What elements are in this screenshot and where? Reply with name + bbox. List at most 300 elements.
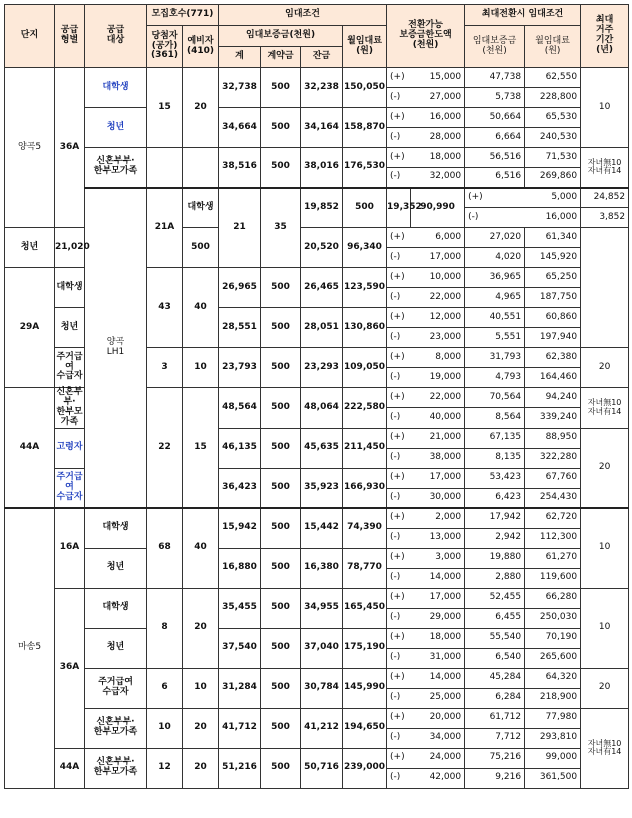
cell-convertible-limit: 21,000 — [411, 428, 465, 448]
cell-max-deposit: 5,551 — [465, 328, 525, 348]
cell-max-deposit: 61,712 — [465, 708, 525, 728]
cell-contract: 500 — [261, 508, 301, 548]
cell-max-stay: 자녀無10 자녀有14 — [581, 388, 629, 429]
cell-supply-type: 36A — [55, 68, 85, 228]
cell-max-rent: 99,000 — [525, 748, 581, 768]
cell-deposit-total: 26,965 — [219, 268, 261, 308]
cell-max-rent: 67,760 — [525, 468, 581, 488]
cell-convertible-limit: 13,000 — [411, 528, 465, 548]
cell-sign: (+) — [387, 508, 411, 528]
cell-monthly-rent: 175,190 — [343, 628, 387, 668]
cell-deposit-total: 28,551 — [219, 308, 261, 348]
cell-max-stay: 10 — [581, 588, 629, 668]
cell-balance: 32,238 — [301, 68, 343, 108]
cell-max-deposit: 7,712 — [465, 728, 525, 748]
cell-sign: (+) — [387, 268, 411, 288]
cell-monthly-rent: 109,050 — [343, 348, 387, 388]
cell-max-deposit: 4,793 — [465, 368, 525, 388]
cell-reserve: 20 — [183, 708, 219, 748]
cell-max-rent: 60,860 — [525, 308, 581, 328]
cell-max-deposit: 8,564 — [465, 408, 525, 428]
cell-max-deposit: 45,284 — [465, 668, 525, 688]
cell-monthly-rent: 239,000 — [343, 748, 387, 788]
cell-convertible-limit: 22,000 — [411, 288, 465, 308]
cell-max-deposit: 4,020 — [465, 248, 525, 268]
cell-convertible-limit: 3,000 — [411, 548, 465, 568]
cell-max-deposit: 67,135 — [465, 428, 525, 448]
cell-contract: 500 — [261, 748, 301, 788]
cell-max-stay: 20 — [581, 428, 629, 508]
cell-supply-target: 청년 — [55, 308, 85, 348]
cell-deposit-total: 19,852 — [301, 188, 343, 228]
cell-supply-type: 16A — [55, 508, 85, 588]
cell-convertible-limit: 17,000 — [411, 588, 465, 608]
cell-reserve: 15 — [183, 388, 219, 509]
cell-convertible-limit: 31,000 — [411, 648, 465, 668]
cell-supply-target: 신혼부부· 한부모가족 — [85, 748, 147, 788]
cell-supply-target: 주거급여 수급자 — [85, 668, 147, 708]
cell-complex: 양곡5 — [5, 68, 55, 228]
cell-convertible-limit: 29,000 — [411, 608, 465, 628]
cell-monthly-rent: 150,050 — [343, 68, 387, 108]
cell-max-deposit: 5,738 — [465, 88, 525, 108]
cell-reserve: 20 — [183, 588, 219, 668]
cell-balance: 19,352 — [387, 188, 411, 228]
cell-max-deposit: 52,455 — [465, 588, 525, 608]
cell-sign: (-) — [387, 608, 411, 628]
cell-max-stay: 10 — [581, 508, 629, 588]
cell-convertible-limit: 14,000 — [411, 668, 465, 688]
cell-sign: (+) — [387, 308, 411, 328]
cell-sign: (-) — [387, 728, 411, 748]
cell-max-deposit: 31,793 — [465, 348, 525, 368]
cell-contract: 500 — [261, 308, 301, 348]
cell-monthly-rent: 165,450 — [343, 588, 387, 628]
cell-max-deposit: 2,942 — [465, 528, 525, 548]
cell-monthly-rent: 222,580 — [343, 388, 387, 429]
cell-convertible-limit: 42,000 — [411, 768, 465, 788]
cell-balance: 26,465 — [301, 268, 343, 308]
cell-convertible-limit: 23,000 — [411, 328, 465, 348]
cell-sign: (+) — [387, 628, 411, 648]
cell-supply-target: 청년 — [85, 628, 147, 668]
cell-supply-type: 36A — [55, 588, 85, 748]
cell-supply-target: 청년 — [85, 108, 147, 148]
cell-balance: 48,064 — [301, 388, 343, 429]
cell-convertible-limit: 24,000 — [411, 748, 465, 768]
cell-sign: (+) — [387, 68, 411, 88]
header-winners: 당첨자 (공가) (361) — [147, 26, 183, 68]
cell-max-deposit: 55,540 — [465, 628, 525, 648]
cell-balance: 30,784 — [301, 668, 343, 708]
cell-convertible-limit: 32,000 — [411, 168, 465, 188]
cell-max-deposit: 75,216 — [465, 748, 525, 768]
cell-max-rent: 61,270 — [525, 548, 581, 568]
cell-winners: 8 — [147, 588, 183, 668]
cell-balance: 23,293 — [301, 348, 343, 388]
cell-monthly-rent: 176,530 — [343, 148, 387, 188]
cell-convertible-limit: 18,000 — [411, 148, 465, 168]
cell-contract: 500 — [261, 68, 301, 108]
cell-max-deposit: 47,738 — [465, 68, 525, 88]
cell-balance: 50,716 — [301, 748, 343, 788]
table-row — [5, 668, 629, 688]
cell-reserve: 20 — [183, 748, 219, 788]
cell-convertible-limit: 34,000 — [411, 728, 465, 748]
cell-max-rent: 145,920 — [525, 248, 581, 268]
cell-sign: (-) — [387, 688, 411, 708]
cell-reserve: 35 — [261, 188, 301, 268]
cell-sign: (-) — [465, 208, 525, 228]
cell-monthly-rent: 130,860 — [343, 308, 387, 348]
cell-max-rent: 66,280 — [525, 588, 581, 608]
cell-max-deposit: 3,852 — [581, 208, 629, 228]
cell-max-rent: 61,340 — [525, 228, 581, 248]
cell-max-rent: 197,940 — [525, 328, 581, 348]
cell-balance: 45,635 — [301, 428, 343, 468]
cell-supply-target: 대학생 — [85, 588, 147, 628]
cell-complex: 양곡 LH1 — [85, 188, 147, 509]
cell-monthly-rent: 74,390 — [343, 508, 387, 548]
cell-balance: 35,923 — [301, 468, 343, 508]
header-monthly-rent: 월임대료 (원) — [343, 26, 387, 68]
cell-deposit-total: 51,216 — [219, 748, 261, 788]
cell-convertible-limit: 20,000 — [411, 708, 465, 728]
header-reserve: 예비자 (410) — [183, 26, 219, 68]
cell-max-rent: 94,240 — [525, 388, 581, 408]
cell-convertible-limit: 19,000 — [411, 368, 465, 388]
cell-sign: (-) — [387, 768, 411, 788]
cell-winners: 12 — [147, 748, 183, 788]
cell-max-deposit: 2,880 — [465, 568, 525, 588]
cell-supply-target: 주거급여 수급자 — [55, 348, 85, 388]
cell-supply-target: 신혼부부· 한부모가족 — [85, 708, 147, 748]
cell-contract: 500 — [261, 628, 301, 668]
cell-monthly-rent: 90,990 — [411, 188, 465, 228]
cell-max-stay: 10 — [581, 68, 629, 148]
cell-convertible-limit: 5,000 — [525, 188, 581, 208]
cell-convertible-limit: 30,000 — [411, 488, 465, 508]
cell-balance: 15,442 — [301, 508, 343, 548]
header-supply-type: 공급 형별 — [55, 5, 85, 68]
table-row — [5, 148, 629, 168]
cell-supply-target: 대학생 — [55, 268, 85, 308]
cell-sign: (-) — [387, 488, 411, 508]
header-complex: 단지 — [5, 5, 55, 68]
cell-contract: 500 — [261, 108, 301, 148]
cell-max-stay: 자녀無10 자녀有14 — [581, 708, 629, 788]
cell-supply-target: 청년 — [85, 548, 147, 588]
cell-sign: (+) — [387, 348, 411, 368]
cell-deposit-total: 31,284 — [219, 668, 261, 708]
cell-max-deposit: 24,852 — [581, 188, 629, 208]
cell-winners: 10 — [147, 708, 183, 748]
cell-sign: (-) — [387, 408, 411, 428]
cell-contract: 500 — [261, 588, 301, 628]
cell-winners: 22 — [147, 388, 183, 509]
table-row — [5, 708, 629, 728]
cell-max-rent: 265,600 — [525, 648, 581, 668]
cell-deposit-total: 38,516 — [219, 148, 261, 188]
cell-convertible-limit: 40,000 — [411, 408, 465, 428]
cell-sign: (+) — [387, 228, 411, 248]
table-row — [5, 108, 629, 128]
cell-balance: 38,016 — [301, 148, 343, 188]
cell-sign: (-) — [387, 168, 411, 188]
cell-max-deposit: 56,516 — [465, 148, 525, 168]
cell-convertible-limit: 10,000 — [411, 268, 465, 288]
cell-supply-target: 신혼부부· 한부모가족 — [85, 148, 147, 188]
cell-supply-type: 44A — [55, 748, 85, 788]
cell-max-deposit: 50,664 — [465, 108, 525, 128]
cell-sign: (-) — [387, 448, 411, 468]
cell-contract: 500 — [343, 188, 387, 228]
cell-supply-type: 44A — [5, 388, 55, 509]
cell-complex: 마송5 — [5, 508, 55, 788]
cell-contract: 500 — [261, 668, 301, 708]
cell-monthly-rent: 166,930 — [343, 468, 387, 508]
cell-max-rent: 361,500 — [525, 768, 581, 788]
cell-sign: (+) — [387, 588, 411, 608]
cell-max-rent: 254,430 — [525, 488, 581, 508]
cell-convertible-limit: 28,000 — [411, 128, 465, 148]
cell-max-rent: 64,320 — [525, 668, 581, 688]
header-max-rent: 월임대료 (원) — [525, 26, 581, 68]
cell-max-deposit: 6,284 — [465, 688, 525, 708]
cell-sign: (-) — [387, 288, 411, 308]
cell-max-deposit: 6,540 — [465, 648, 525, 668]
cell-winners: 43 — [147, 268, 183, 348]
header-supply-target: 공급 대상 — [85, 5, 147, 68]
cell-convertible-limit: 27,000 — [411, 88, 465, 108]
cell-balance: 20,520 — [301, 228, 343, 268]
cell-monthly-rent: 145,990 — [343, 668, 387, 708]
cell-max-rent: 339,240 — [525, 408, 581, 428]
table-body — [5, 68, 629, 789]
cell-monthly-rent: 123,590 — [343, 268, 387, 308]
cell-max-deposit: 17,942 — [465, 508, 525, 528]
cell-supply-target: 대학생 — [183, 188, 219, 228]
cell-max-deposit: 70,564 — [465, 388, 525, 408]
cell-balance: 34,164 — [301, 108, 343, 148]
cell-supply-target: 고령자 — [55, 428, 85, 468]
table-row — [5, 548, 629, 568]
header-deposit-total: 계 — [219, 47, 261, 68]
cell-deposit-total: 46,135 — [219, 428, 261, 468]
cell-max-rent: 112,300 — [525, 528, 581, 548]
cell-contract: 500 — [261, 708, 301, 748]
cell-monthly-rent: 158,870 — [343, 108, 387, 148]
cell-supply-type: 29A — [5, 268, 55, 388]
cell-max-deposit: 6,423 — [465, 488, 525, 508]
cell-max-rent: 293,810 — [525, 728, 581, 748]
header-lease-terms: 임대조건 — [219, 5, 387, 26]
cell-monthly-rent: 194,650 — [343, 708, 387, 748]
cell-sign: (+) — [387, 668, 411, 688]
cell-max-rent: 65,250 — [525, 268, 581, 288]
cell-contract: 500 — [183, 228, 219, 268]
table-row — [5, 588, 629, 608]
cell-monthly-rent: 96,340 — [343, 228, 387, 268]
cell-convertible-limit: 15,000 — [411, 68, 465, 88]
cell-sign: (+) — [387, 748, 411, 768]
cell-winners: 21 — [219, 188, 261, 268]
cell-deposit-total: 15,942 — [219, 508, 261, 548]
cell-supply-target: 주거급여 수급자 — [55, 468, 85, 508]
header-recruit-total: 모집호수(771) — [147, 5, 219, 26]
cell-reserve: 40 — [183, 508, 219, 588]
cell-max-rent: 240,530 — [525, 128, 581, 148]
cell-deposit-total: 48,564 — [219, 388, 261, 429]
cell-deposit-total: 16,880 — [219, 548, 261, 588]
cell-max-stay: 20 — [581, 668, 629, 708]
cell-convertible-limit: 8,000 — [411, 348, 465, 368]
cell-balance: 37,040 — [301, 628, 343, 668]
cell-convertible-limit: 14,000 — [411, 568, 465, 588]
lease-conditions-table — [4, 4, 629, 789]
cell-reserve: 10 — [183, 668, 219, 708]
cell-supply-type: 21A — [147, 188, 183, 268]
table-header — [5, 5, 629, 68]
cell-balance: 41,212 — [301, 708, 343, 748]
cell-contract: 500 — [261, 428, 301, 468]
cell-contract: 500 — [261, 548, 301, 588]
cell-sign: (-) — [387, 128, 411, 148]
cell-winners: 15 — [147, 68, 183, 148]
cell-max-rent: 62,550 — [525, 68, 581, 88]
table-row — [5, 508, 629, 528]
cell-max-rent: 164,460 — [525, 368, 581, 388]
cell-max-deposit: 36,965 — [465, 268, 525, 288]
table-row — [5, 188, 629, 208]
cell-winners: 6 — [147, 668, 183, 708]
cell-supply-target: 대학생 — [85, 68, 147, 108]
cell-convertible-limit: 16,000 — [411, 108, 465, 128]
cell-reserve: 20 — [183, 68, 219, 148]
cell-contract: 500 — [261, 268, 301, 308]
cell-max-rent: 62,380 — [525, 348, 581, 368]
cell-max-deposit: 40,551 — [465, 308, 525, 328]
table-row — [5, 628, 629, 648]
cell-max-rent: 88,950 — [525, 428, 581, 448]
cell-max-rent: 322,280 — [525, 448, 581, 468]
cell-sign: (-) — [387, 248, 411, 268]
cell-convertible-limit: 2,000 — [411, 508, 465, 528]
cell-max-deposit: 8,135 — [465, 448, 525, 468]
cell-deposit-total: 34,664 — [219, 108, 261, 148]
cell-sign: (+) — [387, 708, 411, 728]
cell-contract: 500 — [261, 468, 301, 508]
cell-max-deposit: 9,216 — [465, 768, 525, 788]
cell-convertible-limit: 22,000 — [411, 388, 465, 408]
cell-balance: 34,955 — [301, 588, 343, 628]
cell-supply-target: 청년 — [5, 228, 55, 268]
cell-deposit-total: 37,540 — [219, 628, 261, 668]
cell-convertible-limit: 17,000 — [411, 468, 465, 488]
cell-max-rent: 269,860 — [525, 168, 581, 188]
cell-max-deposit: 27,020 — [465, 228, 525, 248]
table-row — [5, 68, 629, 88]
header-max-conversion: 최대전환시 임대조건 — [465, 5, 581, 26]
cell-convertible-limit: 17,000 — [411, 248, 465, 268]
cell-max-deposit: 6,664 — [465, 128, 525, 148]
cell-sign: (+) — [387, 108, 411, 128]
cell-sign: (-) — [387, 528, 411, 548]
cell-sign: (+) — [465, 188, 525, 208]
cell-max-rent: 62,720 — [525, 508, 581, 528]
header-max-deposit: 임대보증금 (천원) — [465, 26, 525, 68]
cell-balance: 16,380 — [301, 548, 343, 588]
cell-sign: (-) — [387, 88, 411, 108]
cell-deposit-total: 21,020 — [55, 228, 85, 268]
cell-sign: (-) — [387, 648, 411, 668]
cell-deposit-total: 23,793 — [219, 348, 261, 388]
cell-convertible-limit: 18,000 — [411, 628, 465, 648]
cell-max-rent: 228,800 — [525, 88, 581, 108]
cell-sign: (+) — [387, 548, 411, 568]
cell-sign: (-) — [387, 368, 411, 388]
cell-max-deposit: 4,965 — [465, 288, 525, 308]
cell-deposit-total: 32,738 — [219, 68, 261, 108]
cell-convertible-limit: 16,000 — [525, 208, 581, 228]
cell-max-rent: 250,030 — [525, 608, 581, 628]
cell-convertible-limit: 38,000 — [411, 448, 465, 468]
cell-winners: 3 — [147, 348, 183, 388]
cell-max-rent: 70,190 — [525, 628, 581, 648]
cell-monthly-rent: 211,450 — [343, 428, 387, 468]
cell-convertible-limit: 6,000 — [411, 228, 465, 248]
cell-max-rent: 65,530 — [525, 108, 581, 128]
header-max-stay: 최대 거주 기간 (년) — [581, 5, 629, 68]
cell-winners: 68 — [147, 508, 183, 588]
cell-max-deposit: 6,455 — [465, 608, 525, 628]
cell-max-rent: 119,600 — [525, 568, 581, 588]
table-row — [5, 748, 629, 768]
cell-convertible-limit: 12,000 — [411, 308, 465, 328]
cell-max-deposit: 19,880 — [465, 548, 525, 568]
cell-monthly-rent: 78,770 — [343, 548, 387, 588]
cell-max-stay: 20 — [581, 348, 629, 388]
cell-deposit-total: 35,455 — [219, 588, 261, 628]
cell-sign: (+) — [387, 388, 411, 408]
cell-reserve: 10 — [183, 348, 219, 388]
header-convertible-limit: 전환가능 보증금한도액 (천원) — [387, 5, 465, 68]
cell-max-rent: 77,980 — [525, 708, 581, 728]
cell-deposit-total: 41,712 — [219, 708, 261, 748]
cell-max-rent: 218,900 — [525, 688, 581, 708]
cell-deposit-total: 36,423 — [219, 468, 261, 508]
cell-sign: (-) — [387, 568, 411, 588]
header-balance: 잔금 — [301, 47, 343, 68]
cell-convertible-limit: 25,000 — [411, 688, 465, 708]
header-contract: 계약금 — [261, 47, 301, 68]
cell-contract: 500 — [261, 348, 301, 388]
cell-reserve: 40 — [183, 268, 219, 348]
cell-supply-target: 신혼부부· 한부모가족 — [56, 387, 83, 427]
cell-winners — [147, 148, 183, 188]
cell-sign: (-) — [387, 328, 411, 348]
cell-sign: (+) — [387, 468, 411, 488]
cell-balance: 28,051 — [301, 308, 343, 348]
cell-max-deposit: 53,423 — [465, 468, 525, 488]
cell-sign: (+) — [387, 428, 411, 448]
cell-contract: 500 — [261, 388, 301, 429]
cell-reserve — [183, 148, 219, 188]
cell-max-rent: 187,750 — [525, 288, 581, 308]
cell-sign: (+) — [387, 148, 411, 168]
cell-max-stay: 자녀無10 자녀有14 — [581, 148, 629, 188]
cell-max-rent: 71,530 — [525, 148, 581, 168]
